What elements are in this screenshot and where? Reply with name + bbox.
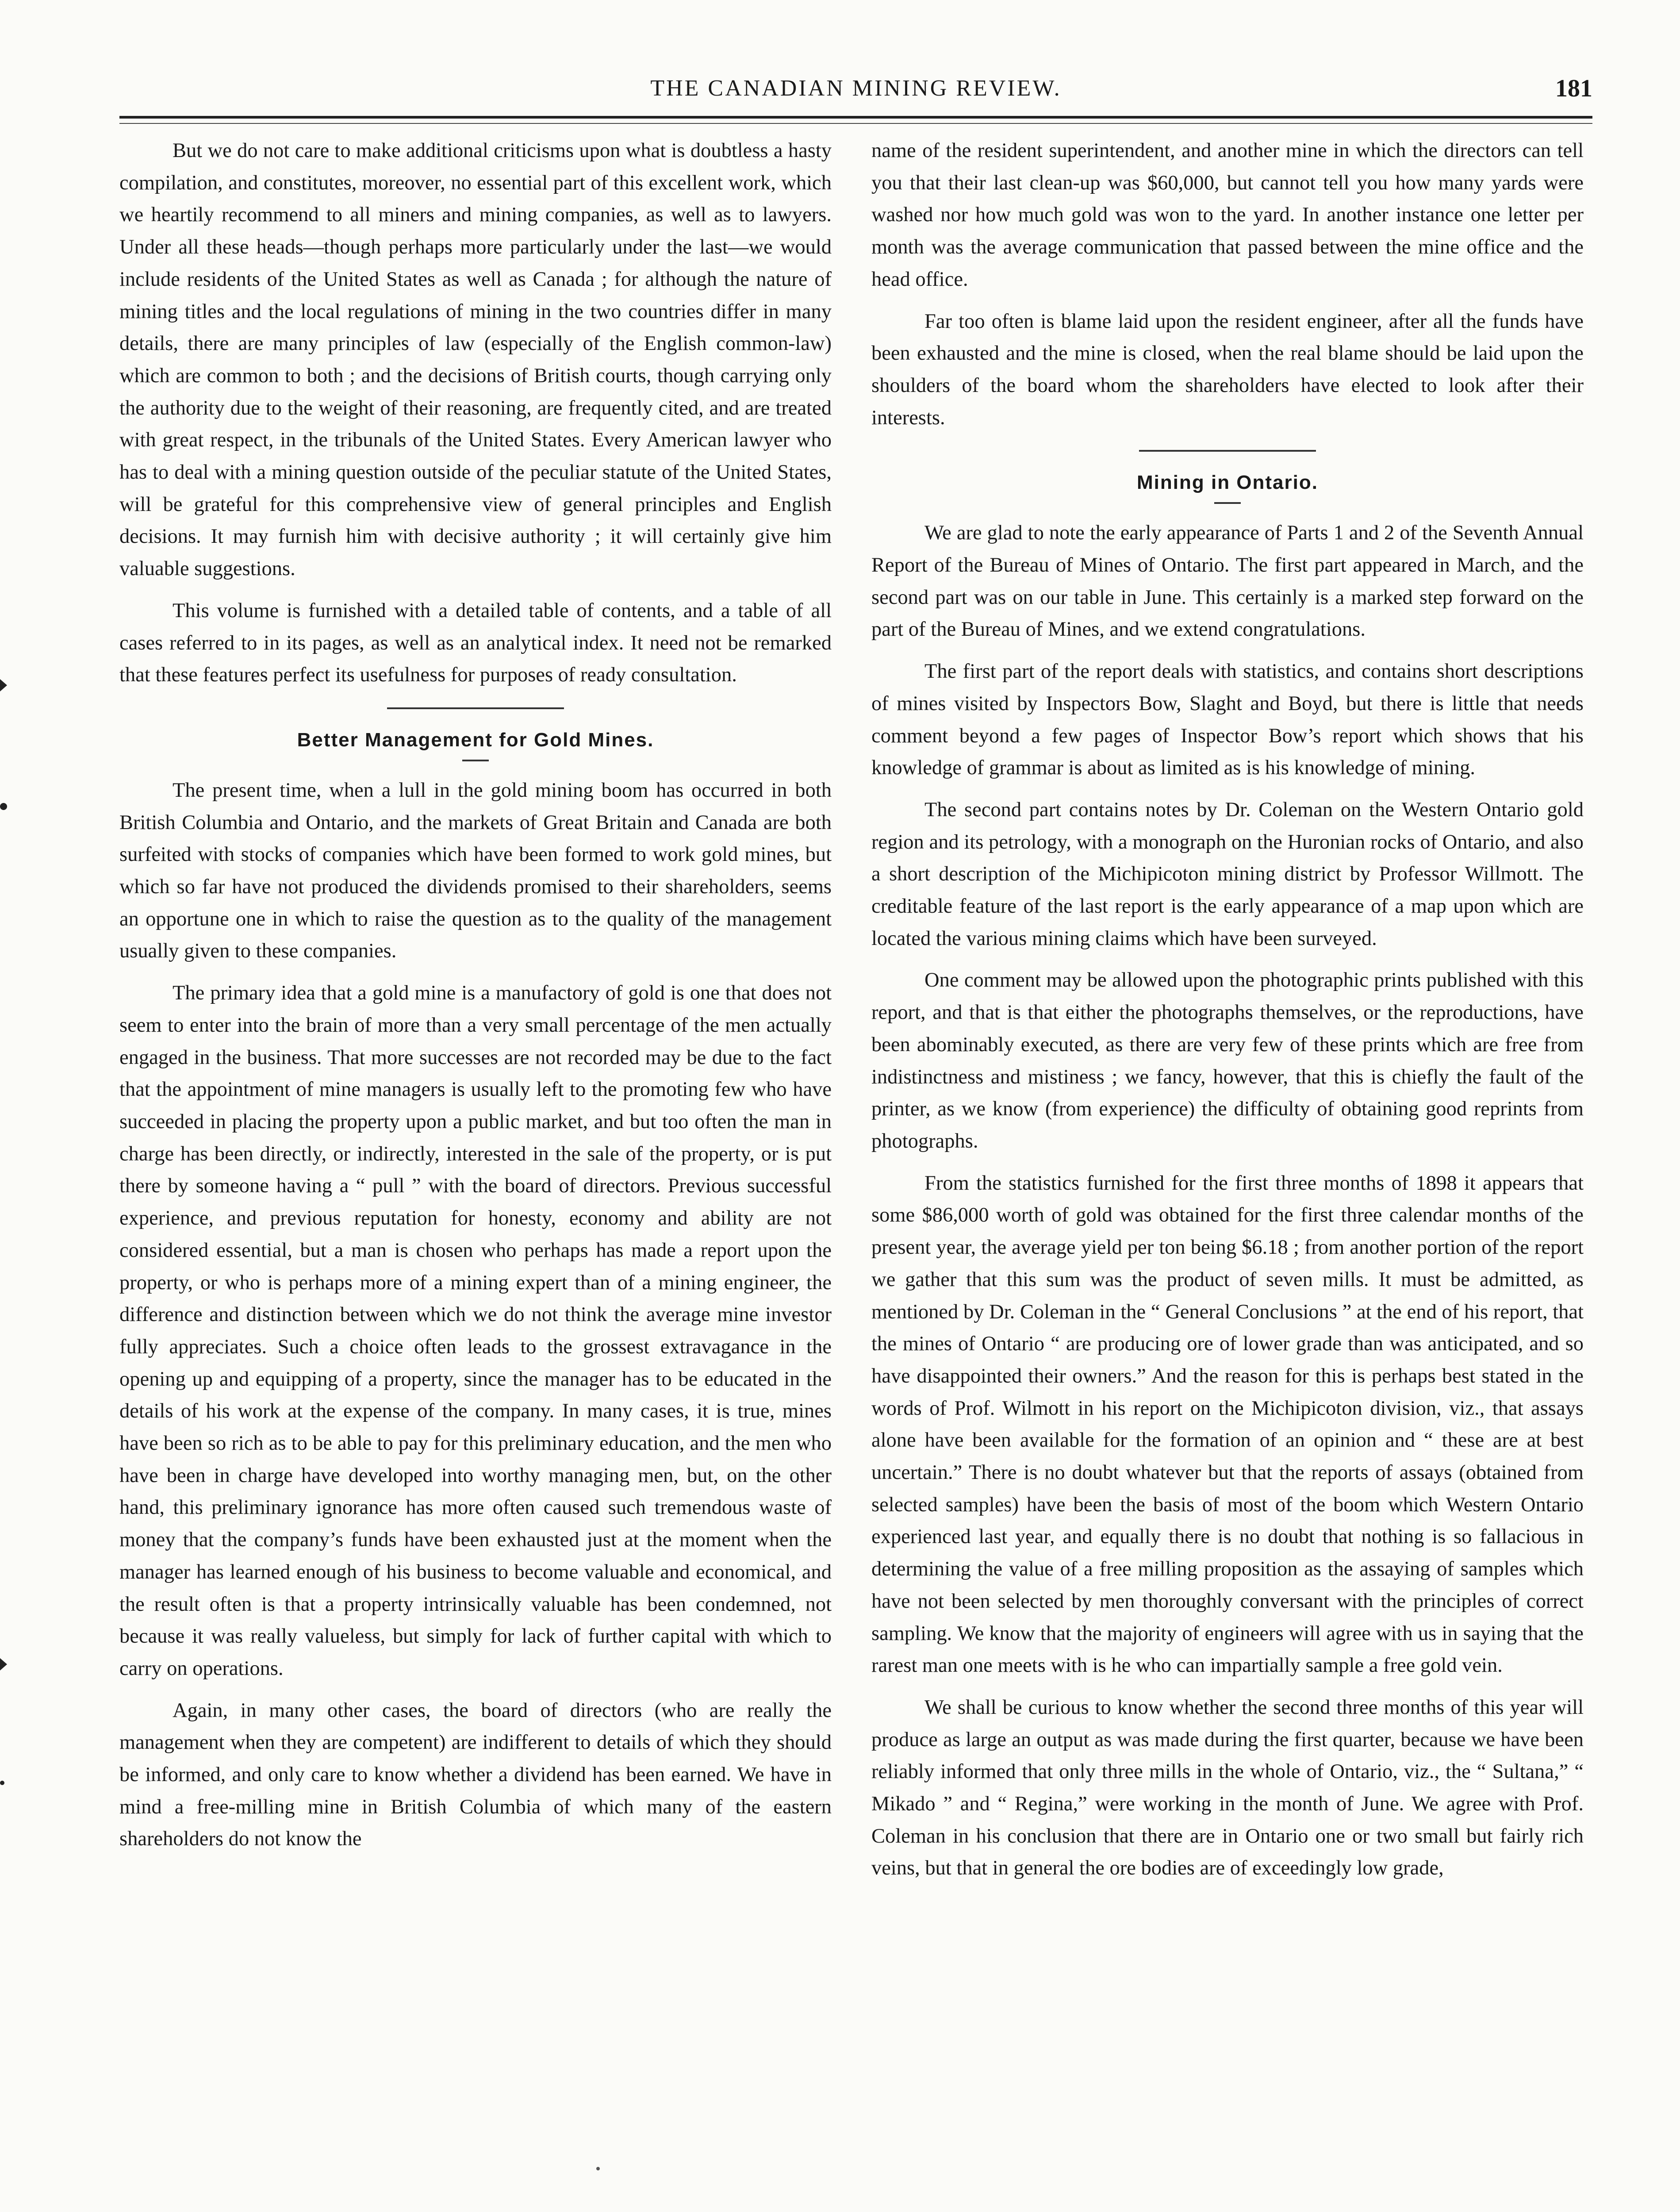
left-column — [119, 135, 832, 1865]
paragraph: We shall be curious to know whether the second three months of this year will produce as large an output as was made during the first quarter, because we have been reliably informed that only three mills in the whole of Ontario, viz., the “ Sultana,” “ Mikado ” and “ Regina,” were working in the month of June. We agree with Prof. Coleman in his conclusion that there are in Ontario one or two small but fairly rich veins, but that in general the ore bodies are of exceedingly low grade, — [871, 1696, 1584, 1880]
section-heading: Mining in Ontario. — [1137, 472, 1318, 494]
paragraph: The first part of the report deals with statistics, and contains short descriptions of mines visited by Inspectors Bow, Slaght and Boyd, but there is little that needs comment beyond a few pages of Inspector Bow’s report which shows that his knowledge of grammar is about as limited as is his knowledge of mining. — [871, 660, 1584, 780]
paragraph: This volume is furnished with a detailed table of contents, and a table of all cases referred to in its pages, as well as an analytical index. It need not be remarked that these features perfect its usefulness for purposes of ready consultation. — [119, 599, 832, 687]
paragraph: The primary idea that a gold mine is a manufactory of gold is one that does not seem to enter into the brain of more than a very small percentage of the men actually engaged in the business. That more successes are not recorded may be due to the fact that the appointment of mine managers is usually left to the promoting few who have succeeded in placing the property upon a public market, and but too often the man in charge has been directly, or indirectly, interested in the sale of the property, or is put there by someone having a “ pull ” with the board of directors. Previous successful experience, and previous reputation for honesty, economy and ability are not considered essential, but a man is chosen who perhaps has made a report upon the property, or who is perhaps more of a mining expert than of a mining engineer, the difference and distinction between which we do not think the average mine investor fully appreciates. Such a choice often leads to the grossest extravagance in the opening up and equipping of a property, since the manager has to be educated in the details of his work at the expense of the company. In many cases, it is true, mines have been so rich as to be able to pay for this preliminary education, and the men who have been in charge have developed into worthy managing men, but, on the other hand, this preliminary ignorance has more often caused such tremendous waste of money that the company’s funds have been exhausted just at the moment when the manager has learned enough of his business to become valuable and economical, and the result often is that a property intrinsically valuable has been condemned, not because it was really valueless, but simply for lack of further capital with which to carry on operations. — [119, 982, 832, 1680]
margin-arrow-mark — [0, 1658, 9, 1671]
heading-dash — [1214, 502, 1241, 504]
paragraph: The present time, when a lull in the gold mining boom has occurred in both British Columbia and Ontario, and the markets of Great Britain and Canada are both surfeited with stocks of companies which have been formed to work gold mines, but which so far have not produced the dividends promised to their shareholders, seems an opportune one in which to raise the question as to the quality of the management usually given to these companies. — [119, 779, 832, 963]
right-column — [871, 135, 1584, 1894]
running-title: THE CANADIAN MINING REVIEW. — [650, 76, 1062, 101]
paragraph: The second part contains notes by Dr. Coleman on the Western Ontario gold region and its petrology, with a monograph on the Huronian rocks of Ontario, and also a short description of the Michipicoton mining district by Professor Willmott. The creditable feature of the last report is the early appearance of a map upon which are located the various mining claims which have been surveyed. — [871, 798, 1584, 950]
paragraph: From the statistics furnished for the first three months of 1898 it appears that some $86,000 worth of gold was obtained for the first three calendar months of the present year, the average yield per ton being $6.18 ; from another portion of the report we gather that this sum was the product of seven mills. It must be admitted, as mentioned by Dr. Coleman in the “ General Conclusions ” at the end of his report, that the mines of Ontario “ are producing ore of lower grade than was anticipated, and so have disappointed their owners.” And the reason for this is perhaps best stated in the words of Prof. Wilmott in his report on the Michipicoton division, viz., that assays alone have been available for the formation of an opinion and “ these are at best uncertain.” There is no doubt whatever but that the reports of assays (obtained from selected samples) have been the basis of most of the boom which Western Ontario experienced last year, and equally there is no doubt that nothing is so fallacious in determining the value of a free milling proposition as the assaying of samples which have not been selected by men thoroughly conversant with the principles of correct sampling. We know that the majority of engineers will agree with us in saying that the rarest man one meets with is he who can impartially sample a free gold vein. — [871, 1171, 1584, 1677]
margin-arrow-mark — [0, 679, 9, 692]
page-mark — [596, 2167, 600, 2170]
heading-dash — [462, 760, 489, 761]
section-divider — [387, 707, 564, 709]
section-divider — [1139, 450, 1316, 452]
paragraph: Again, in many other cases, the board of directors (who are really the management when they are competent) are indifferent to details of which they should be informed, and only care to know whether a dividend has been earned. We have in mind a free-milling mine in British Columbia of which many of the eastern shareholders do not know the — [119, 1699, 832, 1851]
paragraph: But we do not care to make additional criticisms upon what is doubtless a hasty compilation, and constitutes, moreover, no essential part of this excellent work, which we heartily recommend to all miners and mining companies, as well as to lawyers. Under all these heads—though perhaps more particularly under the last—we would include residents of the United States as well as Canada ; for although the nature of mining titles and the local regulations of mining in the two countries differ in many details, there are many principles of law (especially of the English common-law) which are common to both ; and the decisions of British courts, though carrying only the authority due to the weight of their reasoning, are frequently cited, and are treated with great respect, in the tribunals of the United States. Every American lawyer who has to deal with a mining question outside of the peculiar statute of the United States, will be grateful for this comprehensive view of general principles and English decisions. It may furnish him with decisive authority ; it will certainly give him valuable suggestions. — [119, 139, 832, 580]
page-header — [119, 71, 1592, 106]
header-rule — [119, 116, 1592, 119]
header-rule-thin — [119, 123, 1592, 124]
page-number: 181 — [1555, 75, 1592, 102]
paragraph: One comment may be allowed upon the photographic prints published with this report, and that is that either the photographs themselves, or the reproductions, have been abominably executed, as there are very few of these prints which are free from indistinctness and mistiness ; we fancy, however, that this is chiefly the fault of the printer, as we know (from experience) the difficulty of obtaining good reprints from photographs. — [871, 969, 1584, 1152]
section-heading: Better Management for Gold Mines. — [297, 729, 654, 751]
margin-dot-mark — [0, 1781, 9, 1794]
paragraph: name of the resident superintendent, and another mine in which the directors can tell you that their last clean-up was $60,000, but cannot tell you how many yards were washed nor how much gold was won to the yard. In another instance one letter per month was the average communication that passed between the mine office and the head office. — [871, 139, 1584, 291]
margin-dot-mark — [0, 803, 9, 816]
paragraph: We are glad to note the early appearance of Parts 1 and 2 of the Seventh Annual Report of the Bureau of Mines of Ontario. The first part appeared in March, and the second part was on our table in June. This certainly is a marked step forward on the part of the Bureau of Mines, and we extend congratulations. — [871, 522, 1584, 641]
paragraph: Far too often is blame laid upon the resident engineer, after all the funds have been exhausted and the mine is closed, when the real blame should be laid upon the shoulders of the board whom the shareholders have elected to look after their interests. — [871, 310, 1584, 429]
